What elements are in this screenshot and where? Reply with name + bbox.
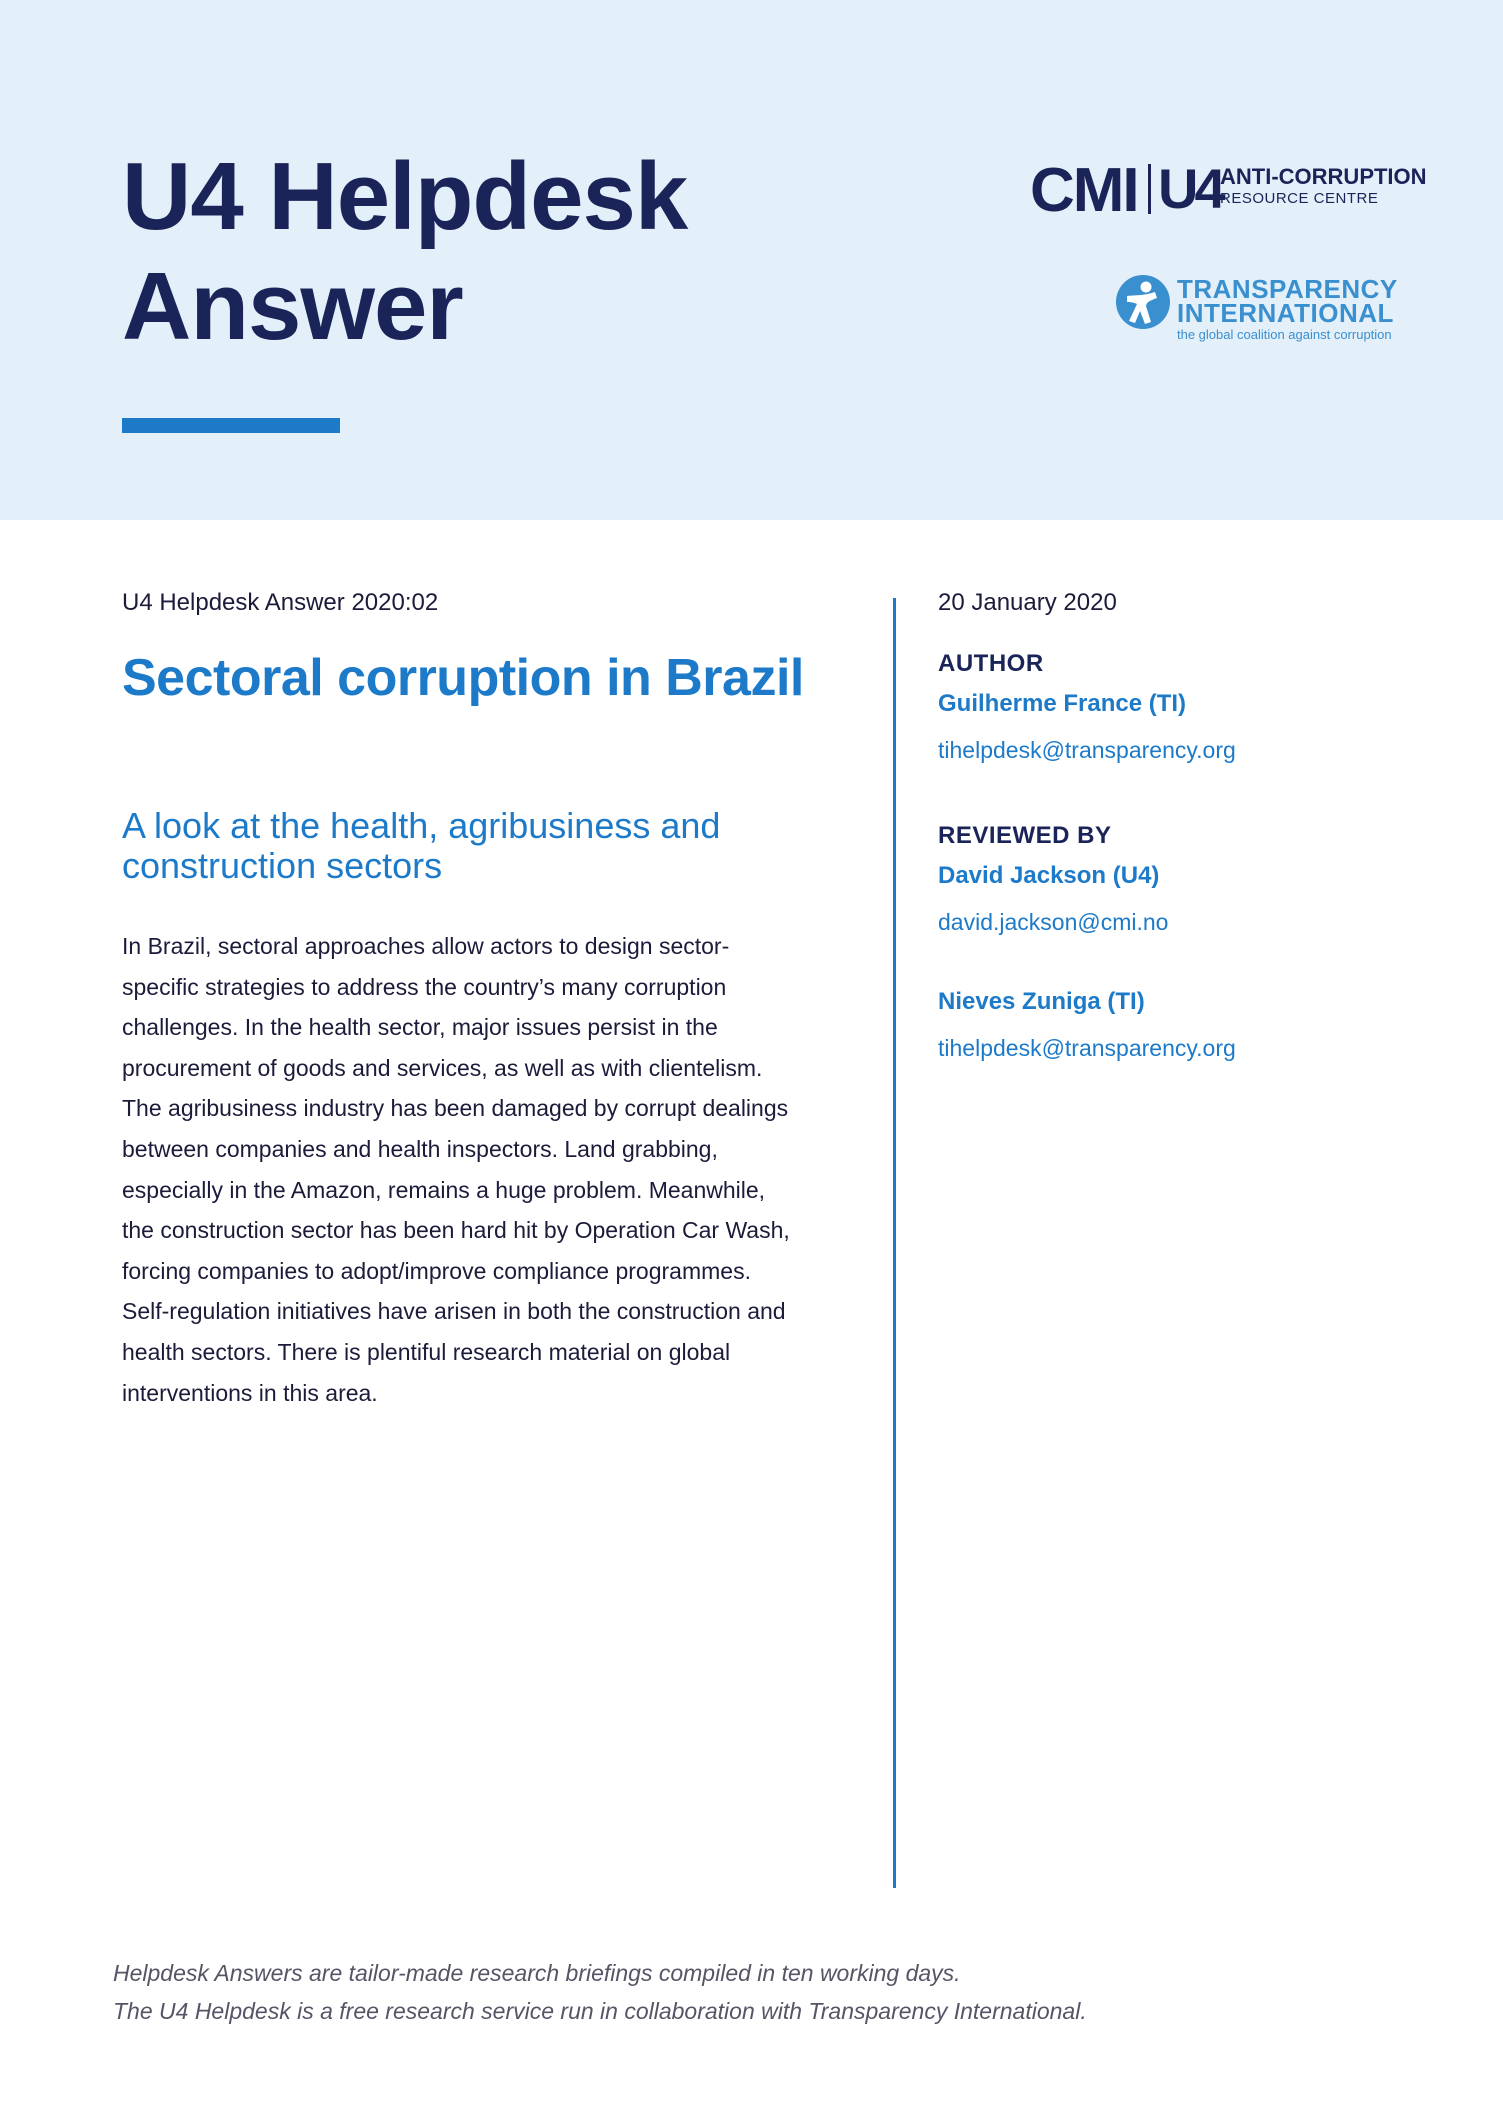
ti-logo-line-1: TRANSPARENCY <box>1177 274 1398 304</box>
page-title <box>122 142 687 362</box>
publication-date: 20 January 2020 <box>938 589 1117 616</box>
title-accent-bar <box>122 418 340 433</box>
transparency-international-logo <box>1115 272 1405 344</box>
reviewer-name: David Jackson (U4) <box>938 862 1160 889</box>
ti-logo-line-2: INTERNATIONAL <box>1177 298 1394 328</box>
title-line-1: U4 Helpdesk <box>122 143 688 250</box>
reviewer-email[interactable]: tihelpdesk@transparency.org <box>938 1035 1236 1061</box>
u4-logo-mark: U4 <box>1158 157 1222 220</box>
sidebar-metadata <box>938 588 1398 1063</box>
reviewer-email[interactable]: david.jackson@cmi.no <box>938 909 1169 935</box>
cmi-logo-text: CMI <box>1030 156 1138 225</box>
author-email[interactable]: tihelpdesk@transparency.org <box>938 737 1236 763</box>
abstract-paragraph: In Brazil, sectoral approaches allow actors to design sector-specific strategies to address the country’s many corruption challenges. In the health sector, major issues persist in the procurement of goods and services, as well as with clientelism. The agribusiness industry has been damaged by corrupt dealings between companies and health inspectors. Land grabbing, especially in the Amazon, remains a huge problem. Meanwhile, the construction sector has been hard hit by Operation Car Wash, forcing companies to adopt/improve compliance programmes. Self-regulation initiatives have arisen in both the construction and health sectors. There is plentiful research material on global interventions in this area. <box>122 933 790 1406</box>
document-reference: U4 Helpdesk Answer 2020:02 <box>122 589 439 616</box>
header-banner <box>0 0 1503 520</box>
ti-figure-icon <box>1115 274 1171 330</box>
logo-separator <box>1148 164 1151 214</box>
footer-line-1: Helpdesk Answers are tailor-made research briefings compiled in ten working days. <box>113 1960 961 1986</box>
column-divider <box>893 598 896 1888</box>
ti-logo-tagline: the global coalition against corruption <box>1177 327 1392 342</box>
author-label: AUTHOR <box>938 650 1044 677</box>
document-title: Sectoral corruption in Brazil <box>122 649 804 707</box>
u4-logo-main-text: ANTI-CORRUPTION <box>1220 164 1427 189</box>
footer-note <box>113 1954 1413 2030</box>
cmi-u4-logo <box>1030 156 1427 225</box>
document-subtitle: A look at the health, agribusiness and construction sectors <box>122 805 721 886</box>
reviewed-by-label: REVIEWED BY <box>938 822 1112 849</box>
reviewer-name: Nieves Zuniga (TI) <box>938 988 1145 1015</box>
author-name: Guilherme France (TI) <box>938 690 1187 717</box>
u4-logo-sub-text: RESOURCE CENTRE <box>1220 190 1379 207</box>
title-line-2: Answer <box>122 253 463 360</box>
footer-line-2: The U4 Helpdesk is a free research service run in collaboration with Transparency International. <box>113 1998 1087 2024</box>
